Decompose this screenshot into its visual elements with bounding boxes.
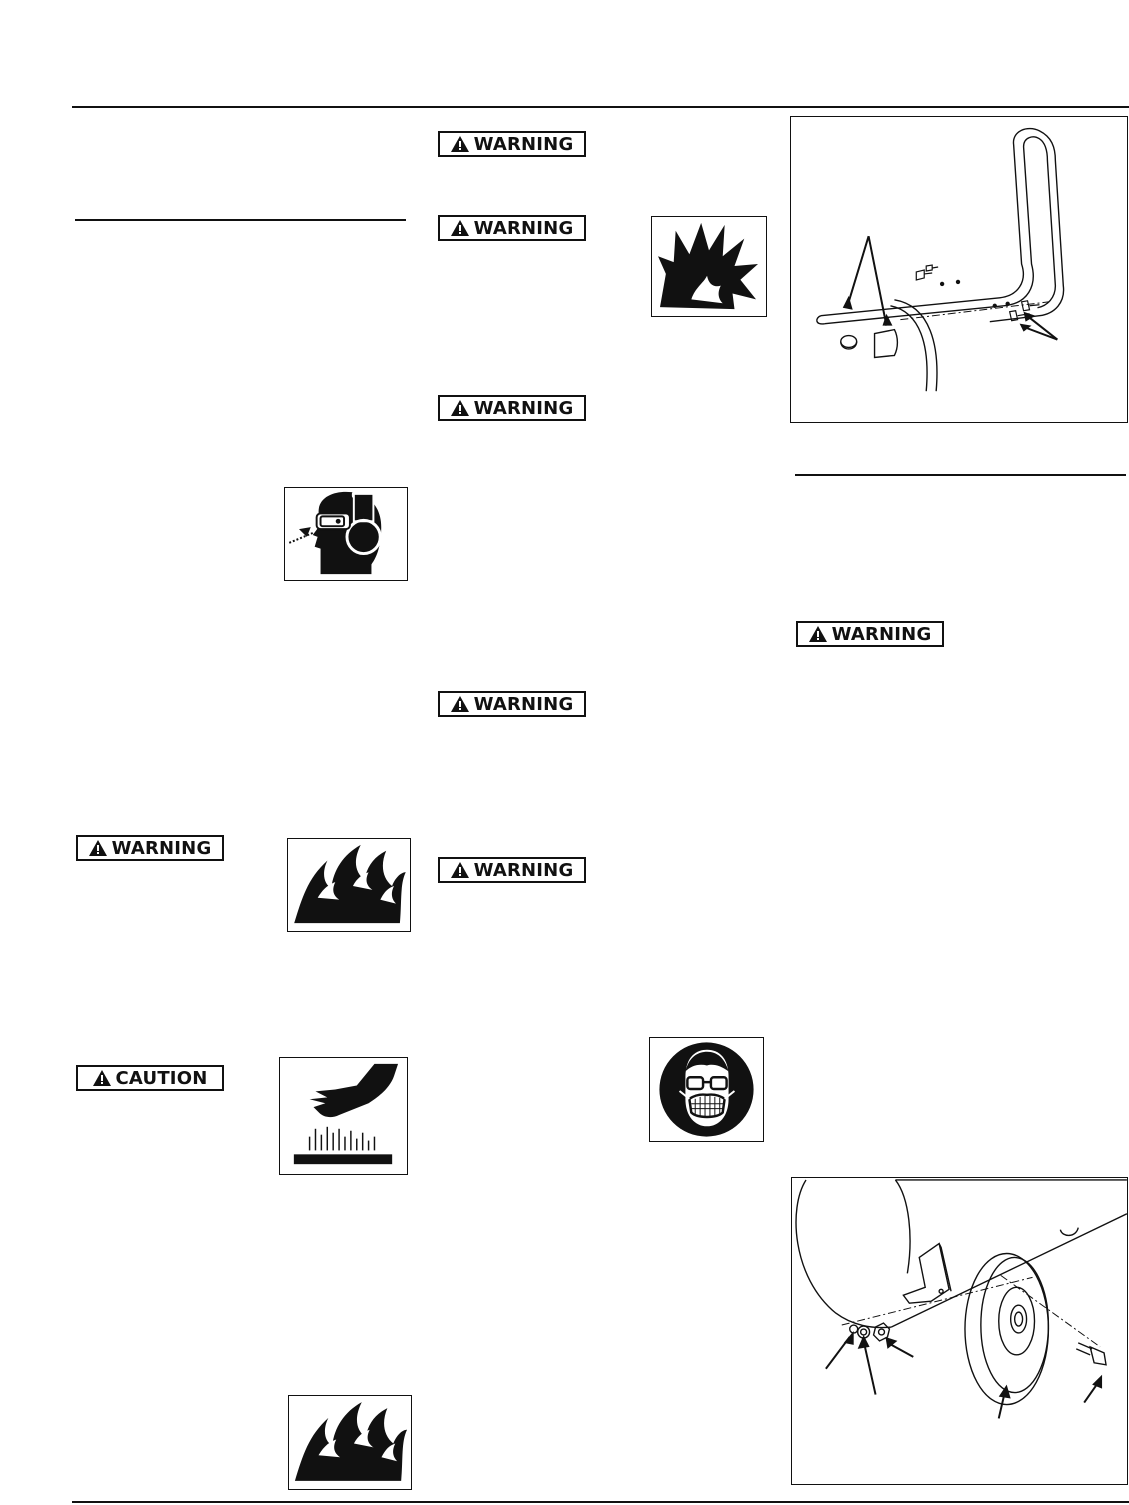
warning-label: WARNING — [831, 623, 932, 645]
hot-surface-icon — [280, 1058, 407, 1174]
warning-triangle-icon — [451, 136, 469, 152]
warning-triangle-icon — [451, 400, 469, 416]
fire-hazard-icon — [288, 839, 410, 931]
warning-badge-1 — [438, 131, 586, 157]
footer-rule — [72, 1501, 1129, 1503]
eye-ear-protection-icon — [285, 488, 407, 580]
caution-badge-hot-surface — [76, 1065, 224, 1091]
header-rule — [72, 106, 1129, 108]
warning-label: WARNING — [473, 693, 574, 715]
warning-badge-flammable — [76, 835, 224, 861]
handle-assembly-figure — [790, 116, 1128, 423]
warning-badge-4 — [438, 691, 586, 717]
warning-triangle-icon — [809, 626, 827, 642]
warning-badge-assembly — [796, 621, 944, 647]
section-divider-right — [795, 474, 1126, 476]
warning-label: WARNING — [111, 837, 212, 859]
warning-label: WARNING — [473, 133, 574, 155]
warning-triangle-icon — [451, 696, 469, 712]
handle-assembly-illustration — [791, 117, 1127, 422]
explosion-hazard-icon — [652, 217, 766, 316]
warning-triangle-icon — [89, 840, 107, 856]
warning-label: WARNING — [473, 859, 574, 881]
warning-triangle-icon — [451, 220, 469, 236]
warning-badge-3 — [438, 395, 586, 421]
warning-badge-2 — [438, 215, 586, 241]
respirator-pictogram — [649, 1037, 764, 1142]
fire-hazard-icon — [289, 1396, 411, 1489]
warning-label: WARNING — [473, 217, 574, 239]
section-divider-left — [75, 219, 406, 221]
hot-surface-pictogram — [279, 1057, 408, 1175]
explosion-hazard-pictogram — [651, 216, 767, 317]
warning-triangle-icon — [93, 1070, 111, 1086]
warning-badge-5 — [438, 857, 586, 883]
wheel-assembly-illustration — [792, 1178, 1127, 1484]
fire-hazard-pictogram-upper — [287, 838, 411, 932]
eye-ear-protection-pictogram — [284, 487, 408, 581]
respirator-icon — [650, 1038, 763, 1141]
fire-hazard-pictogram-lower — [288, 1395, 412, 1490]
warning-label: WARNING — [473, 397, 574, 419]
caution-label: CAUTION — [115, 1067, 208, 1089]
warning-triangle-icon — [451, 862, 469, 878]
wheel-assembly-figure — [791, 1177, 1128, 1485]
